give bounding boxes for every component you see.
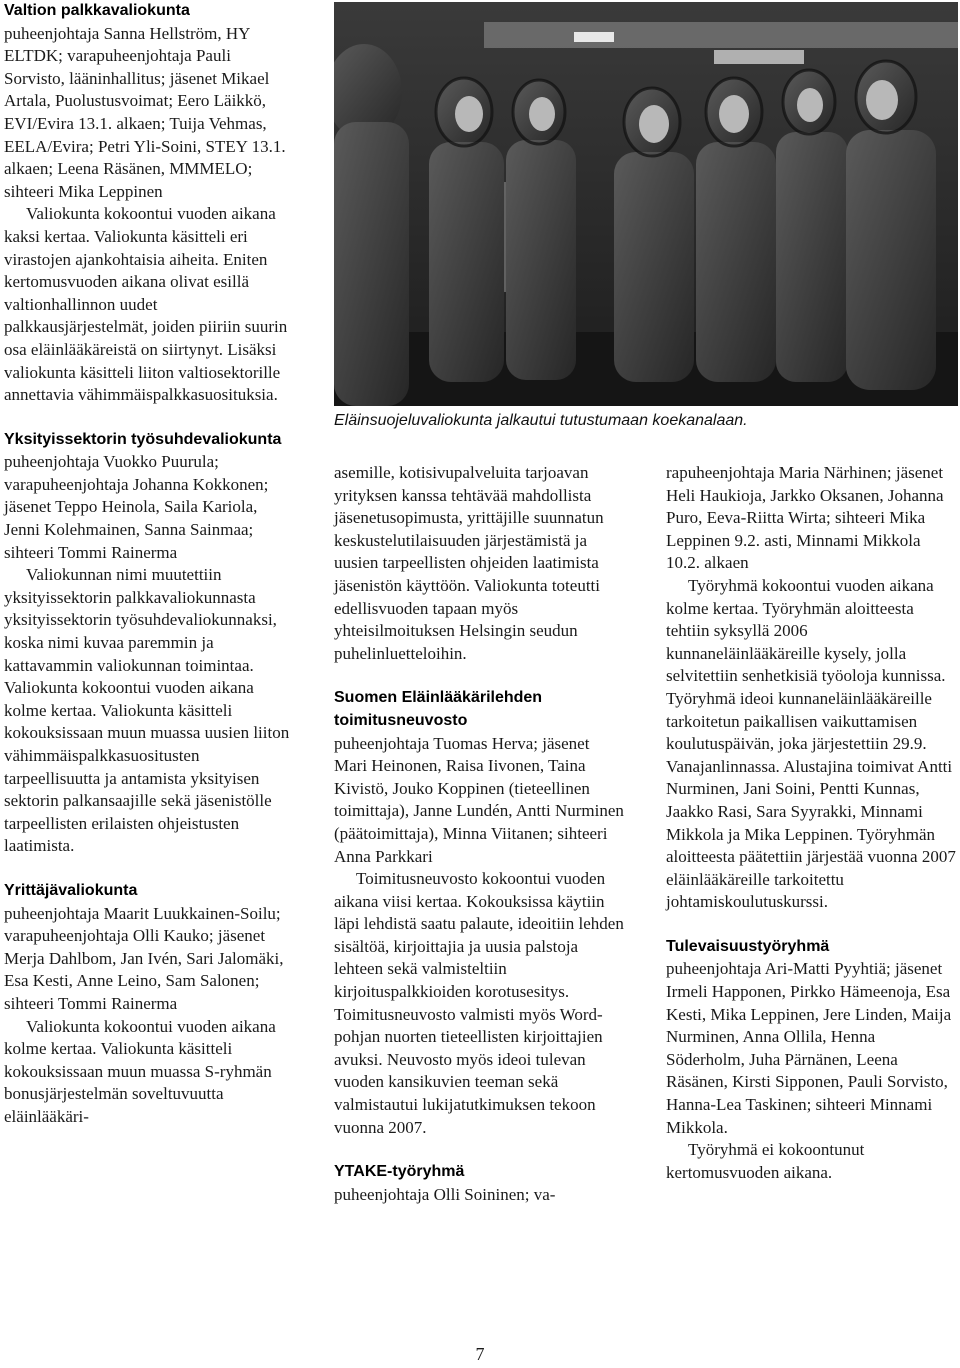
- section-title: YTAKE-työryhmä: [334, 1163, 465, 1181]
- section-title: Tulevaisuustyöryhmä: [666, 937, 830, 955]
- section-body: asemille, kotisivupalveluita tarjoavan yrityksen kanssa tehtävää mahdollista jäsenetusopimusta, yrittäjille suunnatun keskustelutilaisuuden järjestämistä ja uusien tarpeellisten ohjeiden laatimista jäsenistön käyttöön. Valiokunta toteutti edellisvuoden tapaan myös yhteisilmoituksen Helsingin seudun puhelinluetteloihin.: [334, 463, 604, 663]
- section-members: puheenjohtaja Maarit Luukkainen-Soilu; varapuheenjohtaja Olli Kauko; jäsenet Merja Dahlbom, Jan Ivén, Sari Jalomäki, Esa Kesti, Anne Leino, Sam Salonen; sihteeri Tommi Rainerma: [4, 903, 284, 1013]
- photo-people-in-protective-suits: [334, 2, 958, 406]
- section-body: Toimitusneuvosto kokoontui vuoden aikana viisi kertaa. Kokouksissa käytiin läpi lehdistä saatu palaute, ideoitiin lehden sisältöä, kirjoittajia ja uusia palstoja lehteen sekä valmisteltiin kirjoituspalkkioiden korotusesitys. Toimitusneuvosto valmisti myös Word-pohjan nuorten tieteellisten kirjoittajien avuksi. Neuvosto myös ideoi tulevan vuoden kansikuvien teeman sekä valmistautui lukijatutkimuksen tekoon vuonna 2007.: [334, 869, 624, 1137]
- section-members: puheenjohtaja Tuomas Herva; jäsenet Mari Heinonen, Raisa Iivonen, Taina Kivistö, Jouko Koppinen (tieteellinen toimittaja), Janne Lundén, Antti Nurminen (päätoimittaja), Minna Viitanen; sihteeri Anna Parkkari: [334, 733, 624, 866]
- section-body: Valiokunnan nimi muutettiin yksityissektorin palkkavaliokunnasta yksityissektorin työsuhdevaliokunnaksi, koska nimi kuvaa paremmin ja kattavammin valiokunnan toimintaa. Valiokunta kokoontui vuoden aikana kolme kertaa. Valiokunta käsitteli kokouksissaan muun muassa uusien liiton vähimmäispalkkasuositusten tarpeellisuutta ja antamista yksityisen sektorin palkansaajille sekä jäsenistölle tarpeellisten erilaisten ohjeistusten laatimista.: [4, 565, 290, 856]
- section-valtion-palkkavaliokunta: [4, 0, 296, 407]
- section-members: puheenjohtaja Vuokko Puurula; varapuheenjohtaja Johanna Kokkonen; jäsenet Teppo Heinola, Saila Kariola, Jenni Kolehmainen, Sanna Sainmaa; sihteeri Tommi Rainerma: [4, 452, 269, 562]
- section-body: Valiokunta kokoontui vuoden aikana kaksi kertaa. Valiokunta käsitteli eri virastojen ajankohtaisia aiheita. Eniten kertomusvuoden aikana olivat esillä valtionhallinnon uudet palkkausjärjestelmät, joiden piiriin suurin osa eläinlääkäreistä on siirtynyt. Lisäksi valiokunta käsitteli liiton valtiosektorille annettavia vähimmäispalkkasuosituksia.: [4, 204, 288, 405]
- section-title: Valtion palkkavaliokunta: [4, 2, 190, 19]
- column-1: [4, 0, 296, 1129]
- photo-caption: Eläinsuojeluvaliokunta jalkautui tutustumaan koekanalaan.: [334, 412, 748, 429]
- section-ytake-tyoryhma: [334, 1161, 626, 1206]
- section-title: Suomen Eläinlääkärilehden toimitusneuvosto: [334, 689, 543, 729]
- column-3: [666, 462, 958, 1184]
- section-body: Työryhmä ei kokoontunut kertomusvuoden aikana.: [666, 1140, 865, 1182]
- section-ytake-tyoryhma-continued: [666, 462, 958, 914]
- section-members: puheenjohtaja Ari-Matti Pyyhtiä; jäsenet Irmeli Happonen, Pirkko Hämeenoja, Esa Kesti, Mika Leppinen, Jere Linden, Maija Nurminen, Anna Ollila, Henna Söderholm, Juha Pärnänen, Leena Räsänen, Kirsti Sipponen, Pauli Sorvisto, Hanna-Lea Taskinen; sihteeri Minnami Mikkola.: [666, 959, 952, 1137]
- section-body: Työryhmä kokoontui vuoden aikana kolme kertaa. Työryhmän aloitteesta tehtiin syksyllä 2006 kunnaneläinlääkäreille kysely, jolla selvitettiin senhetkisiä työoloja kunnissa. Työryhmä ideoi kunnaneläinlääkäreille tarkoitetun paikallisen vaikuttamisen koulutuspäivän, joka järjestettiin 29.9. Vanajanlinnassa. Alustajina toimivat Antti Nurminen, Jani Soini, Pentti Kunnas, Jaakko Rasi, Sara Syyrakki, Minnami Mikkola ja Mika Leppinen. Työryhmän aloitteesta päätettiin järjestää vuonna 2007 eläinlääkäreille tarkoitettu johtamiskoulutuskurssi.: [666, 575, 956, 912]
- section-yksityissektorin-tyosuhdevaliokunta: [4, 429, 296, 858]
- section-yrittajavaliokunta-continued: [334, 462, 626, 665]
- section-members: rapuheenjohtaja Maria Närhinen; jäsenet Heli Haukioja, Jarkko Oksanen, Johanna Puro, Eeva-Riitta Wirta; sihteeri Mika Leppinen 9.2. asti, Minnami Mikkola 10.2. alkaen: [666, 463, 944, 573]
- section-title: Yrittäjävaliokunta: [4, 881, 138, 899]
- section-members: puheenjohtaja Olli Soininen; va-: [334, 1184, 556, 1204]
- section-title: Yksityissektorin työsuhdevaliokunta: [4, 430, 282, 448]
- section-yrittajavaliokunta: [4, 880, 296, 1129]
- section-members: puheenjohtaja Sanna Hellström, HY ELTDK; varapuheenjohtaja Pauli Sorvisto, lääninhallitus; jäsenet Mikael Artala, Puolustusvoimat; Eero Läikkö, EVI/Evira 13.1. alkaen; Tuija Vehmas, EELA/Evira; Petri Yli-Soini, STEY 13.1. alkaen; Leena Räsänen, MMMELO; sihteeri Mika Leppinen: [4, 23, 286, 201]
- section-toimitusneuvosto: [334, 687, 626, 1139]
- page-number: 7: [475, 1344, 485, 1364]
- section-body: Valiokunta kokoontui vuoden aikana kolme kertaa. Valiokunta käsitteli kokouksissaan muun muassa S-ryhmän bonusjärjestelmän soveltuvuutta eläinlääkäri-: [4, 1016, 276, 1126]
- column-2: [334, 462, 626, 1206]
- section-tulevaisuustyoryhma: [666, 936, 958, 1185]
- photo-illustration: [334, 2, 958, 406]
